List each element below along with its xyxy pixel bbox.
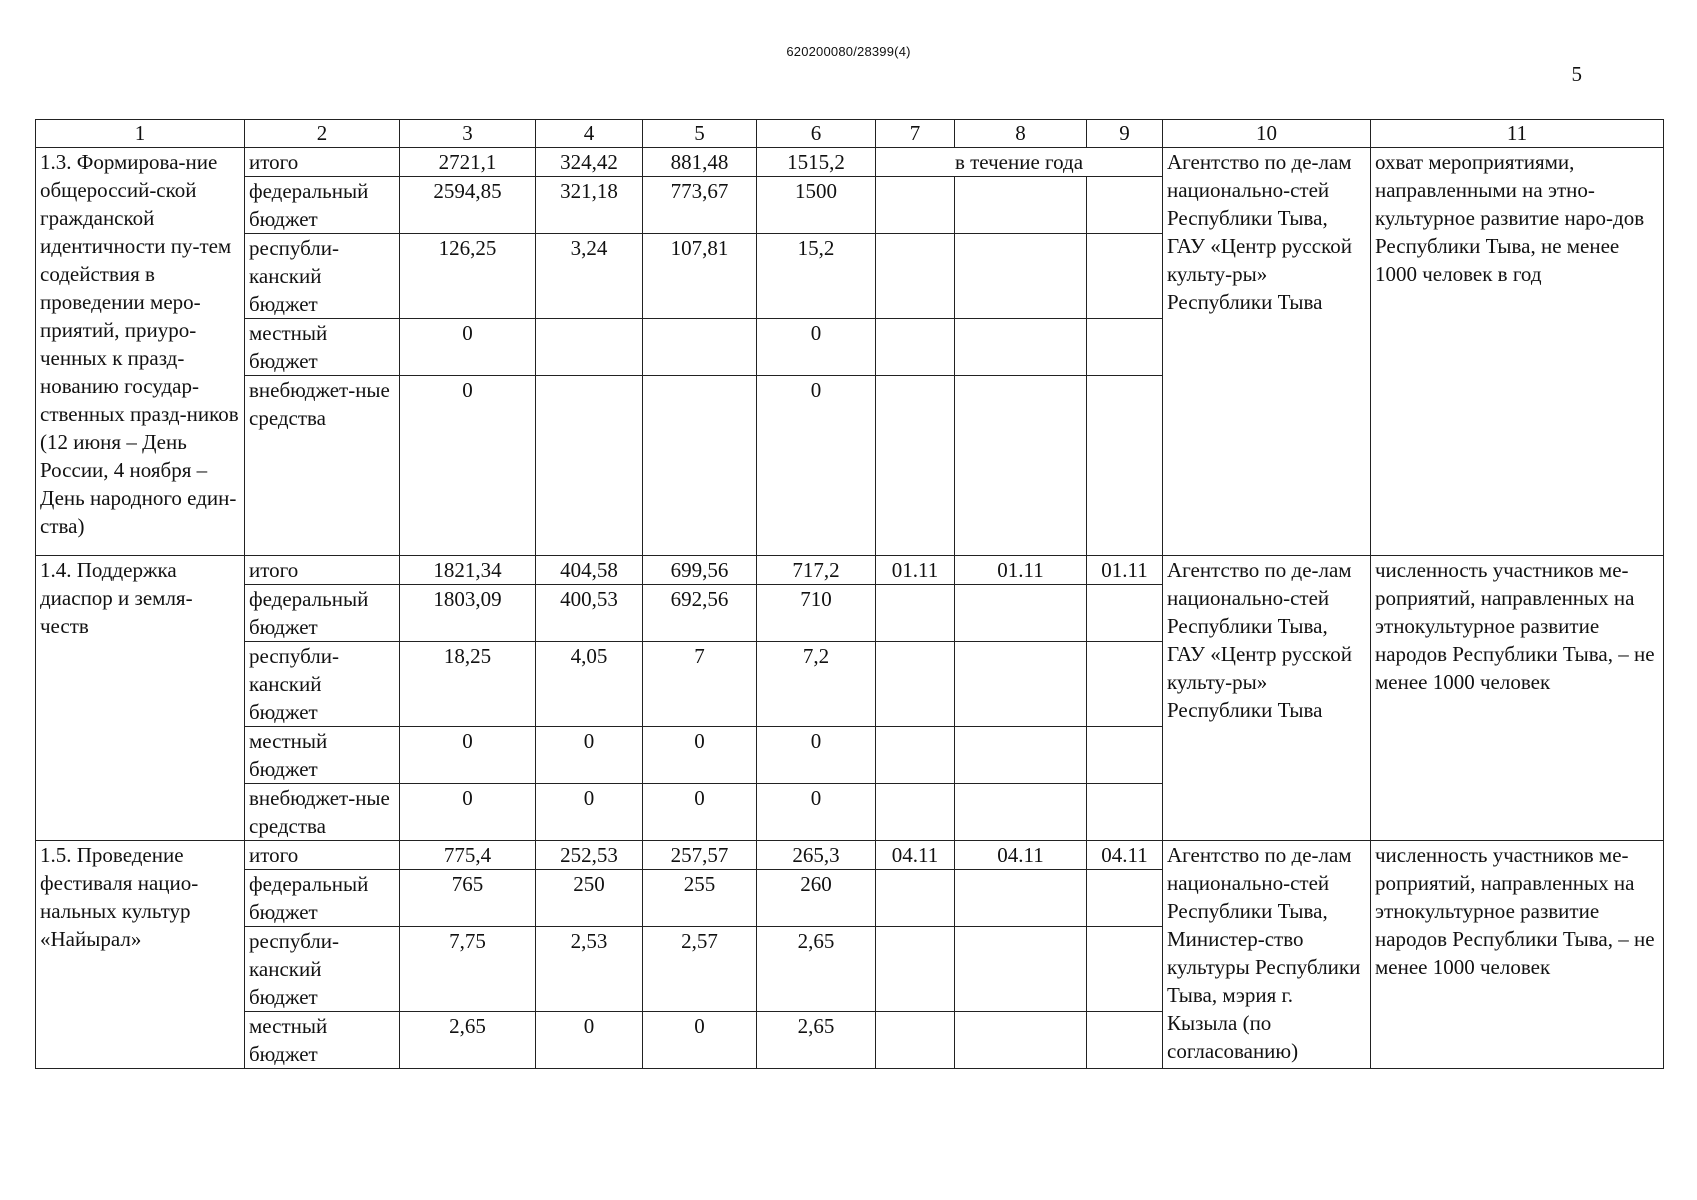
date-col-9 (1087, 585, 1163, 642)
funding-source: итого (245, 556, 400, 585)
date-col-9 (1087, 870, 1163, 927)
date-col-7: 01.11 (876, 556, 955, 585)
date-col-9 (1087, 177, 1163, 234)
indicator: численность участников ме-роприятий, направленных на этнокультурное развитие народов Республики Тыва, – не менее 1000 человек (1371, 556, 1664, 841)
activity-title: 1.4. Поддержка диаспор и земля-честв (36, 556, 245, 841)
funding-source: федеральный бюджет (245, 177, 400, 234)
date-col-9 (1087, 784, 1163, 841)
date-col-8 (955, 234, 1087, 319)
indicator: численность участников ме-роприятий, направленных на этнокультурное развитие народов Республики Тыва, – не менее 1000 человек (1371, 841, 1664, 1069)
amount-total: 765 (400, 870, 536, 927)
amount-year-3: 0 (757, 727, 876, 784)
amount-year-1: 404,58 (536, 556, 643, 585)
funding-source: республи-канский бюджет (245, 234, 400, 319)
amount-year-3: 1500 (757, 177, 876, 234)
amount-year-3: 710 (757, 585, 876, 642)
amount-total: 7,75 (400, 927, 536, 1012)
funding-source: внебюджет-ные средства (245, 376, 400, 556)
amount-year-2: 257,57 (643, 841, 757, 870)
amount-year-1: 0 (536, 784, 643, 841)
amount-year-2: 0 (643, 727, 757, 784)
header-row (36, 120, 1664, 148)
amount-year-2: 0 (643, 784, 757, 841)
amount-year-1: 0 (536, 1012, 643, 1069)
amount-total: 2721,1 (400, 148, 536, 177)
date-col-9 (1087, 727, 1163, 784)
activity-title: 1.3. Формирова-ние общероссий-ской гражданской идентичности пу-тем содействия в проведении меро-приятий, приуро-ченных к празд-нованию государ-ственных празд-ников (12 июня – День России, 4 ноября – День народного един-ства) (36, 148, 245, 556)
date-col-9 (1087, 319, 1163, 376)
date-col-7 (876, 727, 955, 784)
date-col-8: 01.11 (955, 556, 1087, 585)
date-col-8: 04.11 (955, 841, 1087, 870)
table-row (36, 556, 1664, 585)
column-header: 3 (400, 120, 536, 148)
date-col-8 (955, 727, 1087, 784)
table-row (36, 841, 1664, 870)
program-table (35, 119, 1664, 1069)
date-col-7 (876, 177, 955, 234)
date-col-7 (876, 585, 955, 642)
date-col-9 (1087, 1012, 1163, 1069)
amount-year-1 (536, 319, 643, 376)
amount-year-3: 0 (757, 376, 876, 556)
date-col-8 (955, 177, 1087, 234)
funding-source: республи-канский бюджет (245, 642, 400, 727)
amount-year-2: 773,67 (643, 177, 757, 234)
amount-year-2: 692,56 (643, 585, 757, 642)
date-col-7 (876, 870, 955, 927)
amount-year-3: 2,65 (757, 927, 876, 1012)
amount-total: 775,4 (400, 841, 536, 870)
date-col-8 (955, 1012, 1087, 1069)
period-merged: в течение года (876, 148, 1163, 177)
amount-year-2: 255 (643, 870, 757, 927)
date-col-8 (955, 870, 1087, 927)
amount-year-2: 0 (643, 1012, 757, 1069)
date-col-8 (955, 319, 1087, 376)
amount-year-1: 252,53 (536, 841, 643, 870)
amount-year-2 (643, 319, 757, 376)
date-col-7: 04.11 (876, 841, 955, 870)
amount-year-1 (536, 376, 643, 556)
amount-year-1: 250 (536, 870, 643, 927)
amount-year-3: 717,2 (757, 556, 876, 585)
amount-year-3: 2,65 (757, 1012, 876, 1069)
amount-total: 0 (400, 376, 536, 556)
column-header: 10 (1163, 120, 1371, 148)
amount-year-1: 321,18 (536, 177, 643, 234)
date-col-7 (876, 927, 955, 1012)
date-col-8 (955, 927, 1087, 1012)
date-col-7 (876, 642, 955, 727)
executor: Агентство по де-лам национально-стей Республики Тыва, Министер-ство культуры Республики Тыва, мэрия г. Кызыла (по согласованию) (1163, 841, 1371, 1069)
date-col-7 (876, 234, 955, 319)
date-col-8 (955, 642, 1087, 727)
amount-year-3: 265,3 (757, 841, 876, 870)
funding-source: внебюджет-ные средства (245, 784, 400, 841)
column-header: 7 (876, 120, 955, 148)
amount-year-2: 881,48 (643, 148, 757, 177)
amount-year-3: 0 (757, 319, 876, 376)
page-number: 5 (1571, 62, 1582, 86)
date-col-7 (876, 784, 955, 841)
date-col-9 (1087, 234, 1163, 319)
date-col-9 (1087, 376, 1163, 556)
column-header: 1 (36, 120, 245, 148)
amount-total: 126,25 (400, 234, 536, 319)
amount-year-2 (643, 376, 757, 556)
funding-source: местный бюджет (245, 727, 400, 784)
column-header: 6 (757, 120, 876, 148)
date-col-7 (876, 376, 955, 556)
column-header: 9 (1087, 120, 1163, 148)
indicator: охват мероприятиями, направленными на этно-культурное развитие наро-дов Республики Тыва, не менее 1000 человек в год (1371, 148, 1664, 556)
amount-year-1: 400,53 (536, 585, 643, 642)
amount-year-3: 1515,2 (757, 148, 876, 177)
amount-year-3: 260 (757, 870, 876, 927)
amount-total: 1821,34 (400, 556, 536, 585)
amount-total: 1803,09 (400, 585, 536, 642)
column-header: 8 (955, 120, 1087, 148)
amount-year-2: 107,81 (643, 234, 757, 319)
funding-source: республи-канский бюджет (245, 927, 400, 1012)
document-id: 620200080/28399(4) (786, 44, 911, 59)
column-header: 4 (536, 120, 643, 148)
amount-year-3: 0 (757, 784, 876, 841)
date-col-9: 01.11 (1087, 556, 1163, 585)
date-col-9 (1087, 642, 1163, 727)
table-row (36, 148, 1664, 177)
amount-year-1: 3,24 (536, 234, 643, 319)
activity-title: 1.5. Проведение фестиваля нацио-нальных культур «Найырал» (36, 841, 245, 1069)
funding-source: федеральный бюджет (245, 585, 400, 642)
column-header: 2 (245, 120, 400, 148)
funding-source: местный бюджет (245, 1012, 400, 1069)
executor: Агентство по де-лам национально-стей Республики Тыва, ГАУ «Центр русской культу-ры» Республики Тыва (1163, 148, 1371, 556)
amount-total: 0 (400, 319, 536, 376)
amount-total: 0 (400, 727, 536, 784)
date-col-9 (1087, 927, 1163, 1012)
amount-total: 18,25 (400, 642, 536, 727)
amount-year-1: 324,42 (536, 148, 643, 177)
date-col-7 (876, 1012, 955, 1069)
executor: Агентство по де-лам национально-стей Республики Тыва, ГАУ «Центр русской культу-ры» Республики Тыва (1163, 556, 1371, 841)
amount-year-1: 2,53 (536, 927, 643, 1012)
date-col-8 (955, 376, 1087, 556)
amount-year-2: 2,57 (643, 927, 757, 1012)
date-col-7 (876, 319, 955, 376)
column-header: 11 (1371, 120, 1664, 148)
funding-source: федеральный бюджет (245, 870, 400, 927)
column-header: 5 (643, 120, 757, 148)
amount-year-2: 699,56 (643, 556, 757, 585)
amount-total: 2594,85 (400, 177, 536, 234)
funding-source: местный бюджет (245, 319, 400, 376)
date-col-9: 04.11 (1087, 841, 1163, 870)
amount-total: 0 (400, 784, 536, 841)
date-col-8 (955, 585, 1087, 642)
funding-source: итого (245, 841, 400, 870)
amount-year-3: 15,2 (757, 234, 876, 319)
amount-year-1: 0 (536, 727, 643, 784)
amount-year-3: 7,2 (757, 642, 876, 727)
amount-year-2: 7 (643, 642, 757, 727)
funding-source: итого (245, 148, 400, 177)
amount-year-1: 4,05 (536, 642, 643, 727)
date-col-8 (955, 784, 1087, 841)
amount-total: 2,65 (400, 1012, 536, 1069)
